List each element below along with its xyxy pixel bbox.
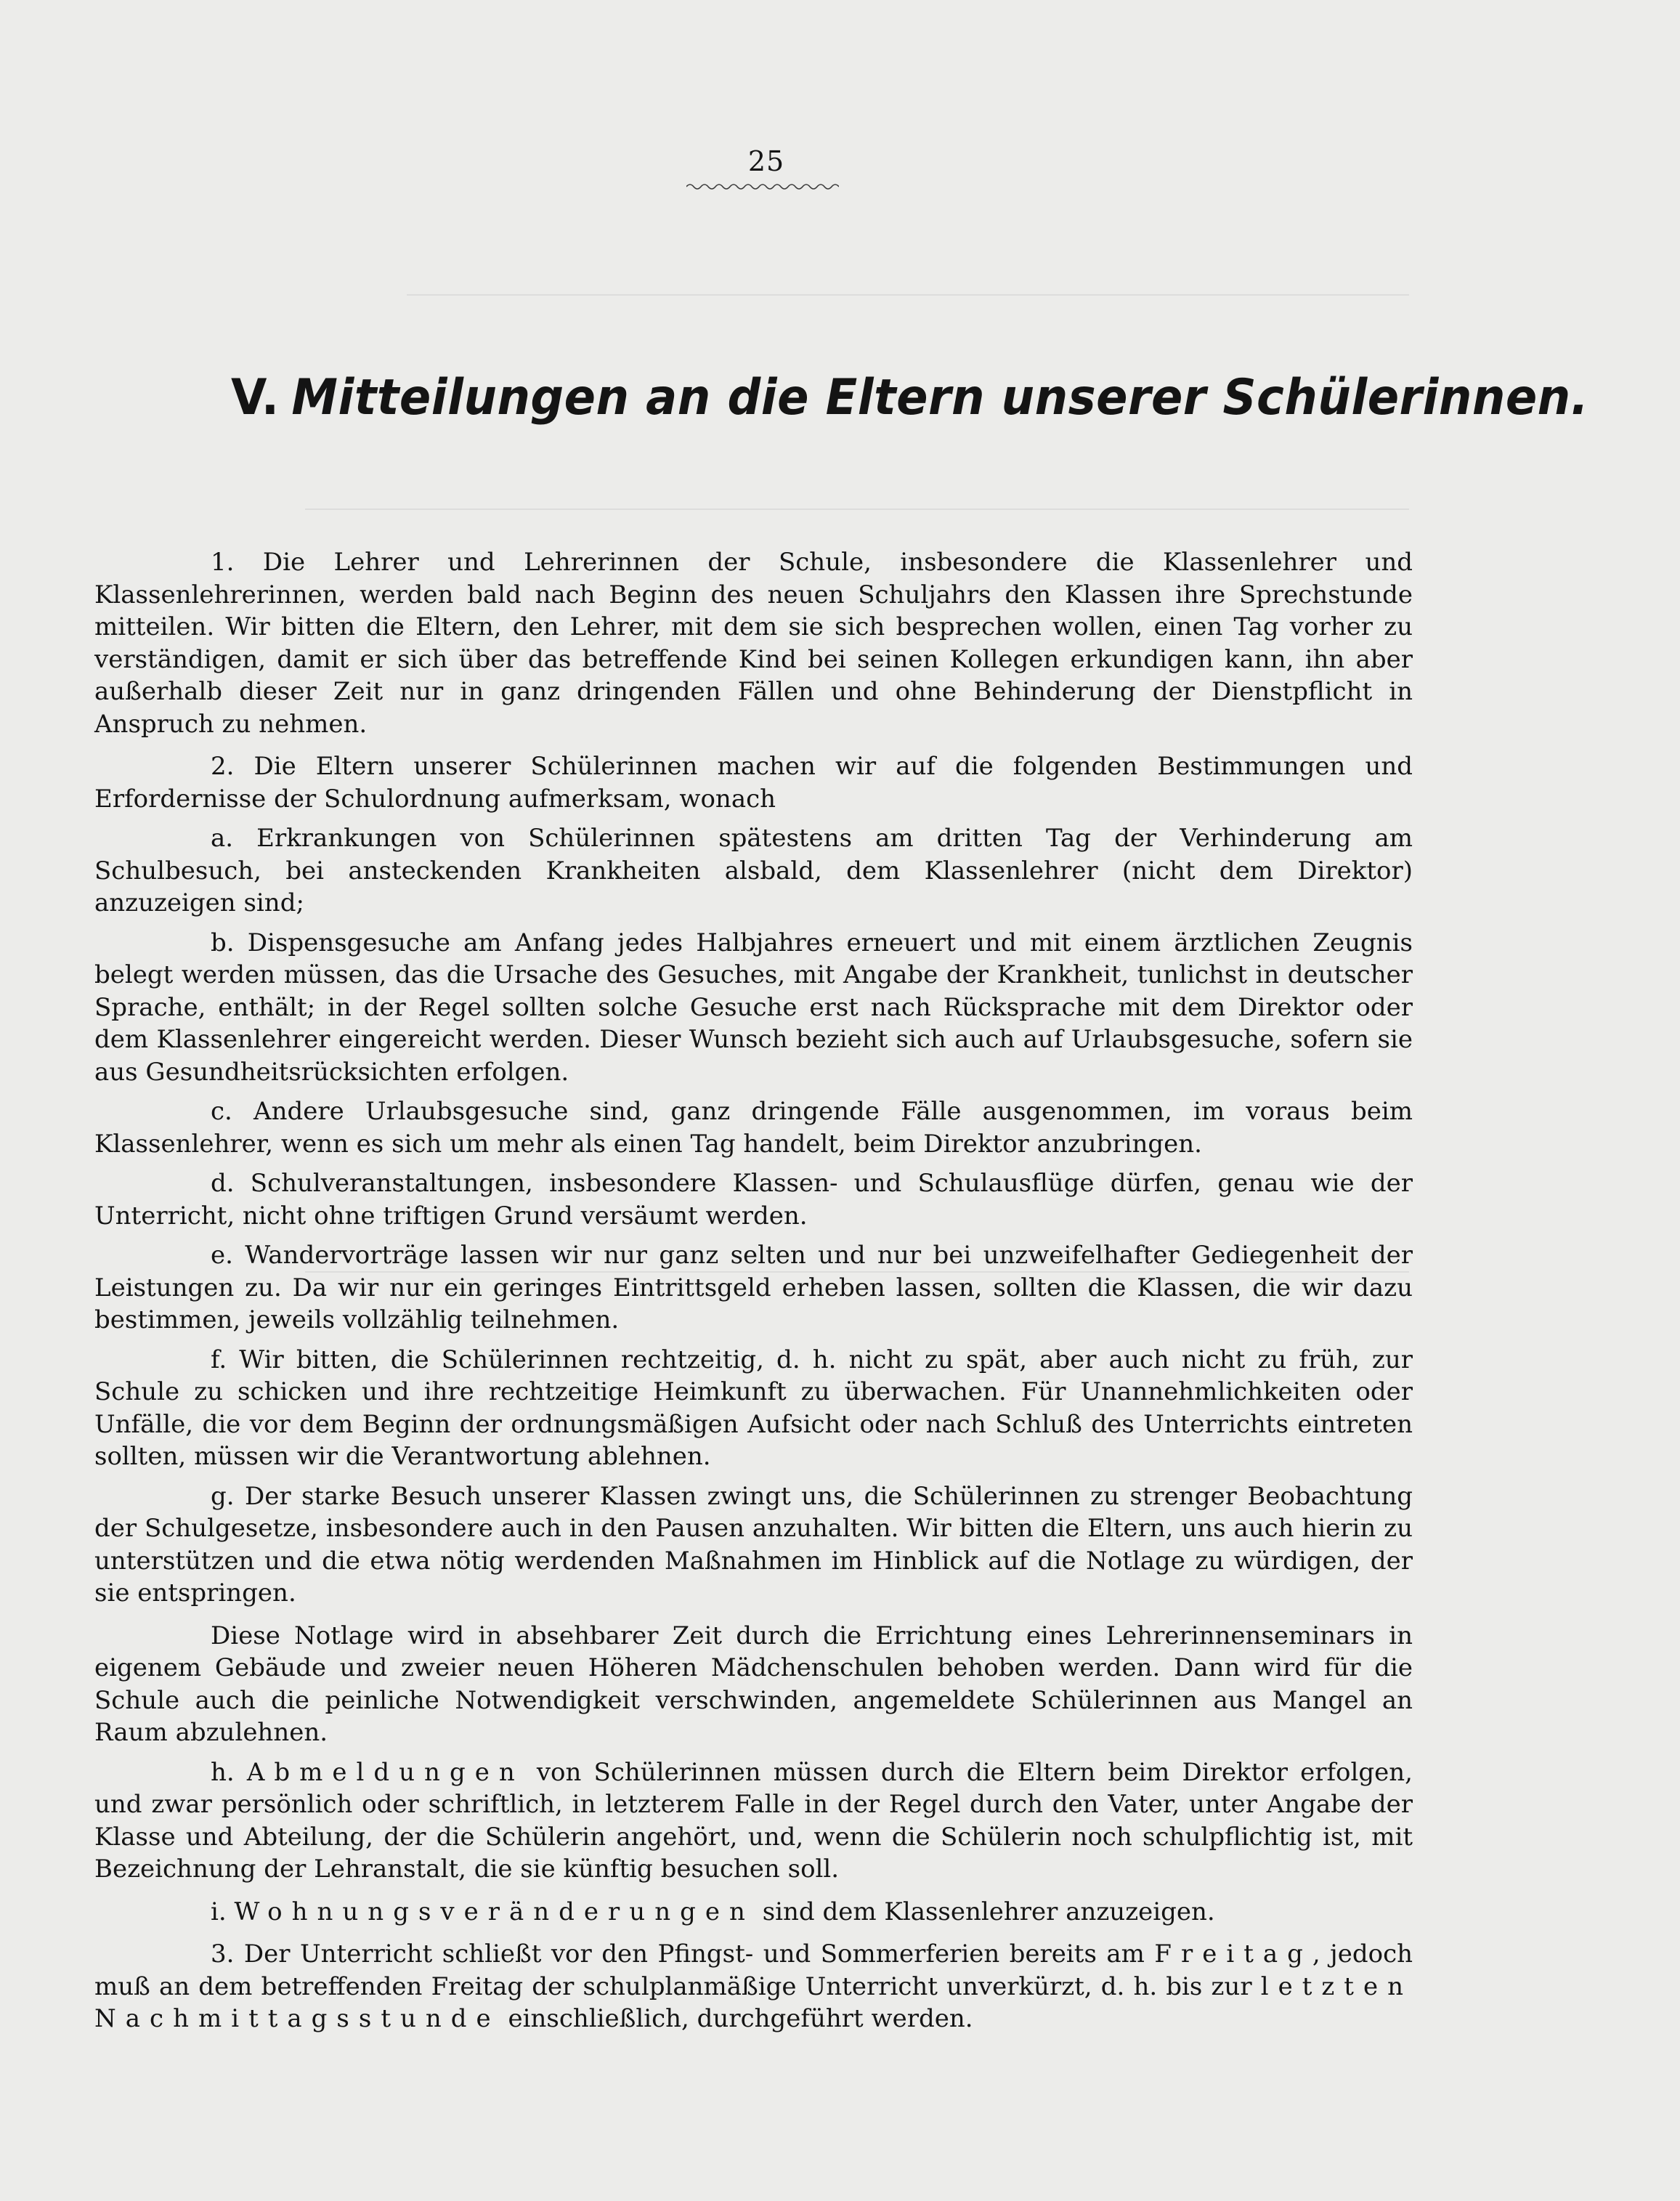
paragraph-1: 1. Die Lehrer und Lehrerinnen der Schule, insbesondere die Klassenlehrer und Klassenlehrerinnen, werden bald nach Beginn des neuen Schuljahrs den Klassen ihre Sprechstunde mitteilen. Wir bitten die Eltern, den Lehrer, mit dem sie sich besprechen wollen, einen Tag vorher zu verständigen, damit er sich über das betreffende Kind bei seinen Kollegen erkundigen kann, ihn aber außerhalb dieser Zeit nur in ganz dringenden Fällen und ohne Behinderung der Dienstpflicht in Anspruch zu nehmen. [94,548,1413,739]
paragraph-3 [94,1938,1413,2035]
section-title: Mitteilungen an die Eltern unserer Schülerinnen. [291,369,1589,426]
item-g-continuation: Diese Notlage wird in absehbarer Zeit durch die Errichtung eines Lehrerinnenseminars in eigenem Gebäude und zweier neuen Höheren Mädchenschulen behoben werden. Dann wird für die Schule auch die peinliche Notwendigkeit verschwinden, angemeldete Schülerinnen aus Mangel an Raum abzulehnen. [94,1621,1413,1747]
item-h-text: von Schülerinnen müssen durch die Eltern beim Direktor erfolgen, und zwar persönlich oder schriftlich, in letzterem Falle in der Regel durch den Vater, unter Angabe der Klasse und Abteilung, der die Schülerin angehört, und, wenn die Schülerin noch schulpflichtig ist, mit Bezeichnung der Lehranstalt, die sie künftig besuchen soll. [94,1757,1413,1884]
paragraph-3-spaced-day: Freitag [1154,1939,1312,1969]
body-text [94,546,1413,2035]
item-i-text: sind dem Klassenlehrer anzuzeigen. [762,1897,1215,1926]
item-e: e. Wandervorträge lassen wir nur ganz selten und nur bei unzweifelhafter Gediegenheit der Leistungen zu. Da wir nur ein geringes Eintrittsgeld erheben lassen, sollten die Klassen, die wir dazu bestimmen, jeweils vollzählig teilnehmen. [94,1241,1413,1334]
bleed-through-rule [407,294,1409,296]
ornamental-wave-rule [686,182,839,192]
paragraph-2: 2. Die Eltern unserer Schülerinnen machen wir auf die folgenden Bestimmungen und Erfordernisse der Schulordnung aufmerksam, wonach [94,752,1413,814]
item-i [94,1896,1413,1929]
item-h-label: h. [211,1757,235,1787]
paragraph-3-start: 3. Der Unterricht schließt vor den Pfingst- und Sommerferien bereits am [211,1939,1145,1969]
item-a: a. Erkrankungen von Schülerinnen spätestens am dritten Tag der Verhinderung am Schulbesuch, bei ansteckenden Krankheiten alsbald, dem Klassenlehrer (nicht dem Direktor) anzuzeigen sind; [94,824,1413,917]
bleed-through-rule [305,508,1409,510]
page-number: 25 [747,145,785,177]
item-h [94,1756,1413,1886]
item-d: d. Schulveranstaltungen, insbesondere Klassen- und Schulausflüge dürfen, genau wie der Unterricht, nicht ohne triftigen Grund versäumt werden. [94,1169,1413,1231]
section-numeral: V. [231,369,280,426]
item-i-spaced-term: Wohnungsveränderungen [234,1897,755,1926]
item-h-spaced-term: Abmeldungen [246,1757,524,1787]
paragraph-3-end: einschließlich, durchgeführt werden. [508,2004,973,2033]
item-f: f. Wir bitten, die Schülerinnen rechtzeitig, d. h. nicht zu spät, aber auch nicht zu früh, zur Schule zu schicken und ihre rechtzeitige Heimkunft zu überwachen. Für Unannehmlichkeiten oder Unfälle, die vor dem Beginn der ordnungsmäßigen Aufsicht oder nach Schluß des Unterrichts eintreten sollten, müssen wir die Verantwortung ablehnen. [94,1345,1413,1471]
item-b: b. Dispensgesuche am Anfang jedes Halbjahres erneuert und mit einem ärztlichen Zeugnis belegt werden müssen, das die Ursache des Gesuches, mit Angabe der Krankheit, tunlichst in deutscher Sprache, enthält; in der Regel sollten solche Gesuche erst nach Rücksprache mit dem Direktor oder dem Klassenlehrer eingereicht werden. Dieser Wunsch bezieht sich auch auf Urlaubsgesuche, sofern sie aus Gesundheitsrücksichten erfolgen. [94,928,1413,1087]
item-i-label: i. [211,1897,227,1926]
item-c: c. Andere Urlaubsgesuche sind, ganz dringende Fälle ausgenommen, im voraus beim Klassenlehrer, wenn es sich um mehr als einen Tag handelt, beim Direktor anzubringen. [94,1097,1413,1159]
paragraph-3-middle: , jedoch muß an dem betreffenden Freitag der schulplanmäßige Unterricht unverkürzt, d. h. bis zur [94,1939,1413,2001]
item-g: g. Der starke Besuch unserer Klassen zwingt uns, die Schülerinnen zu strenger Beobachtung der Schulgesetze, insbesondere auch in den Pausen anzuhalten. Wir bitten die Eltern, uns auch hierin zu unterstützen und die etwa nötig werdenden Maßnahmen im Hinblick auf die Notlage zu würdigen, der sie entspringen. [94,1481,1413,1608]
section-heading [231,369,1588,426]
paragraph-3-spaced-hour: letzten Nachmittagsstunde [94,1971,1413,2033]
